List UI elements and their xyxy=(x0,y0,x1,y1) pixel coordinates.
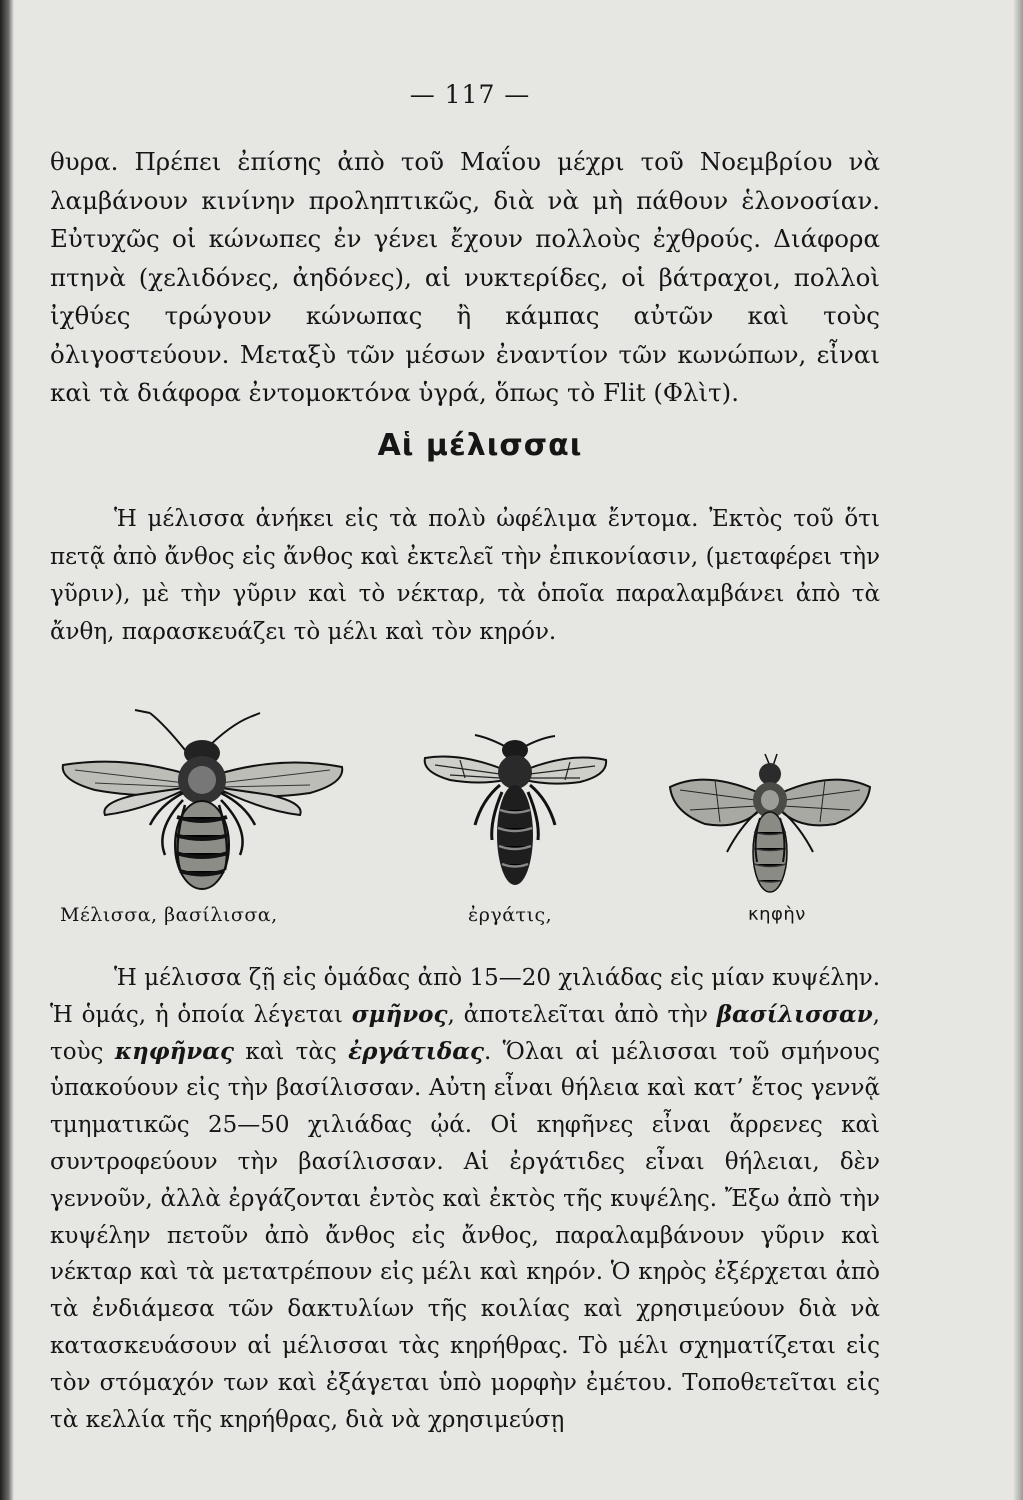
caption-drone: κηφὴν xyxy=(748,904,806,925)
term-workers: ἐργάτιδας xyxy=(348,1037,484,1065)
text-run: Ἡ μέλισσα ζῇ εἰς ὁμάδας ἀπὸ 15—20 χιλιάδας εἰς μίαν κυψέλην. Ἡ ὁμάς, ἡ ὁποία λέγεται xyxy=(50,965,880,1028)
paragraph-bee-colony xyxy=(50,960,880,1438)
drone-bee-illustration xyxy=(665,752,875,900)
term-drones: κηφῆνας xyxy=(114,1037,234,1065)
text-run: , τοὺς xyxy=(50,1001,880,1065)
caption-queen: Μέλισσα, βασίλισσα, xyxy=(60,904,278,926)
text-run: . Ὅλαι αἱ μέλισσαι τοῦ σμήνους ὑπακούουν εἰς τὴν βασίλισσαν. Αὐτη εἶναι θήλεια καὶ κατ’ ἔτος γεννᾷ τμηματικῶς 25—50 χιλιάδας ᾠά. Οἱ κηφῆνες εἶναι ἄρρενες καὶ συντροφεύουν τὴν βασίλισσαν. Αἱ ἐργάτιδες εἶναι θήλειαι, δὲν γεννοῦν, ἀλλὰ ἐργάζονται ἐντὸς καὶ ἐκτὸς τῆς κυψέλης. Ἔξω ἀπὸ τὴν κυψέλην πετοῦν ἀπὸ ἄνθος εἰς ἄνθος, παραλαμβάνουν γῦριν καὶ νέκταρ καὶ τὰ μετατρέπουν εἰς μέλι καὶ κηρόν. Ὁ κηρὸς ἐξέρχεται ἀπὸ τὰ ἐνδιάμεσα τῶν δακτυλίων τῆς κοιλίας καὶ χρησιμεύουν διὰ νὰ κατασκευάσουν αἱ μέλισσαι τὰς κηρήθρας. Τὸ μέλι σχηματίζεται εἰς τὸν στόμαχόν των καὶ ἐξάγεται ὑπὸ μορφὴν ἐμέτου. Τοποθετεῖται εἰς τὰ κελλία τῆς κηρήθρας, διὰ νὰ χρησιμεύσῃ xyxy=(50,1038,881,1433)
page-shadow-left xyxy=(0,0,14,1500)
term-queen: βασίλισσαν xyxy=(716,1000,873,1028)
caption-worker: ἐργάτις, xyxy=(468,904,553,926)
page-number: — 117 — xyxy=(409,80,531,109)
section-heading: Αἱ μέλισσαι xyxy=(377,428,583,463)
queen-bee-illustration xyxy=(55,705,350,895)
term-swarm: σμῆνος xyxy=(351,1000,448,1028)
paragraph-bee-intro: Ἡ μέλισσα ἀνήκει εἰς τὰ πολὺ ὠφέλιμα ἔντομα. Ἐκτὸς τοῦ ὅτι πετᾷ ἀπὸ ἄνθος εἰς ἄνθος καὶ ἐκτελεῖ τὴν ἐπικονίασιν, (μεταφέρει τὴν γῦριν), μὲ τὴν γῦριν καὶ τὸ νέκταρ, τὰ ὁποῖα παραλαμβάνει ἀπὸ τὰ ἄνθη, παρασκευάζει τὸ μέλι καὶ τὸν κηρόν. xyxy=(50,506,880,645)
text-run: , ἀποτελεῖται ἀπὸ τὴν xyxy=(447,1001,717,1028)
text-run: καὶ τὰς xyxy=(233,1038,349,1065)
paragraph-mosquitoes: θυρα. Πρέπει ἐπίσης ἀπὸ τοῦ Μαΐου μέχρι τοῦ Νοεμβρίου νὰ λαμβάνουν κινίνην προληπτικῶς, διὰ νὰ μὴ πάθουν ἑλονοσίαν. Εὐτυχῶς οἱ κώνωπες ἐν γένει ἔχουν πολλοὺς ἐχθρούς. Διάφορα πτηνὰ (χελιδόνες, ἀηδόνες), αἱ νυκτερίδες, οἱ βάτραχοι, πολλοὶ ἰχθύες τρώγουν κώνωπας ἢ κάμπας αὐτῶν καὶ τοὺς ὀλιγοστεύουν. Μεταξὺ τῶν μέσων ἐναντίον τῶν κωνώπων, εἶναι καὶ τὰ διάφορα ἐντομοκτόνα ὑγρά, ὅπως τὸ Flit (Φλὶτ). xyxy=(50,147,880,407)
page-shadow-right xyxy=(1013,0,1023,1500)
worker-bee-illustration xyxy=(420,730,610,890)
